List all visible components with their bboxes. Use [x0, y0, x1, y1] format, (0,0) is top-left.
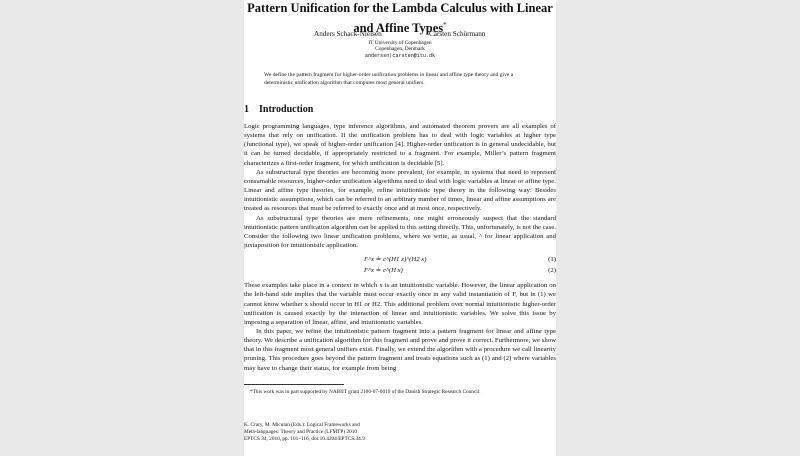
paragraph-2: As substructural type theories are becoming more prevalent, for example, in systems that need to represent consumable resources, higher-order unification algorithms need to deal with logic variables at linear or affine type. Linear and affine type theories, for example, refine intuitionistic type theory in the following way: Besides intuitionistic assumptions, which can be referred to an arbitrary number of times, linear and affine assumptions are treated as resources that must be referred to exactly once and at most once, respectively.	[244, 168, 556, 213]
author-2: Carsten Schürmann	[429, 30, 486, 38]
paragraph-5: In this paper, we refine the intuitionistic pattern fragment into a pattern fragment for linear and affine type theory. We describe a unification algorithm for this fragment and prove and prove it correct. Furthermore, we show that in this fragment most general unifiers exist. Finally, we extend the algorithm with a procedure we call linearity pruning. This procedure goes beyond the pattern fragment and treats equations such as (1) and (2) where variables may have to change their status, for example from being	[244, 327, 556, 372]
affiliation-line-2: Copenhagen, Denmark	[375, 46, 425, 53]
affiliation	[244, 40, 556, 59]
publication-line-2: Meta-languages: Theory and Practice (LFMTP) 2010	[244, 429, 358, 435]
paper-title: Pattern Unification for the Lambda Calculus with Linear and Affine Types*	[247, 1, 553, 36]
publication-line-3: EPTCS 34, 2010, pp. 101–116, doi:10.4204/EPTCS.34.9	[244, 436, 365, 442]
title-footnote-marker: *	[443, 21, 447, 29]
equation-2	[244, 266, 556, 277]
affiliation-line-1: IT University of Copenhagen	[368, 40, 432, 46]
abstract: We define the pattern fragment for higher-order unification problems in linear and affine type theory and give a deterministic unification algorithm that computes most general unifiers.	[264, 72, 514, 86]
footnote-rule	[244, 384, 344, 385]
publication-line-1: K. Crary, M. Miculan (Eds.): Logical Frameworks and	[244, 422, 360, 428]
section-title: Introduction	[259, 104, 314, 115]
equation-1-expr: F^x ≐ c^(H1 x)^(H2 x)	[364, 256, 427, 264]
paragraph-4: These examples take place in a context in which x is an intuitionistic variable. However, the linear application on the left-hand side implies that the variable must occur exactly once in any valid instantiation of F, but in (1) we cannot know whether x should occur in H1 or H2. This additional problem over normal intuitionistic higher-order unification is caused exactly by the interaction of linear and intuitionistic variables. We solve this issue by imposing a separation of linear, affine, and intuitionistic variables.	[244, 282, 556, 326]
equation-1	[244, 255, 556, 266]
equation-1-label: (1)	[548, 256, 556, 264]
author-1: Anders Schack-Nielsen	[314, 30, 382, 38]
equation-2-expr: F^x ≐ c^(H x)	[364, 266, 403, 274]
author-emails: anderssn|carsten@itu.dk	[364, 52, 436, 59]
paragraph-1: Logic programming languages, type inference algorithms, and automated theorem provers are all examples of systems that rely on unification. If the unification problem has to deal with logic variables at higher type (functional type), we speak of higher-order unification [4]. Higher-order unification is in general undecidable, but it can be turned decidable, if appropriately restricted to a fragment. For example, Miller’s pattern fragment characterizes a first-order fragment, for which unification is decidable [5].	[244, 123, 556, 167]
footnote: *This work was in part supported by NABIIT grant 2106-07-0019 of the Danish Strategic Research Council.	[250, 389, 481, 395]
paragraph-3: As substructural type theories are mere refinements, one might erroneously suspect that the standard intuitionistic pattern unification algorithm can be applied to this setting directly. This, unfortunately, is not the case. Consider the following two linear unification problems, where we write, as usual, ^ for linear application and juxtaposition for intuitionistic application.	[244, 214, 556, 250]
publication-info	[244, 422, 444, 443]
section-number: 1	[244, 104, 249, 115]
equation-2-label: (2)	[548, 266, 556, 274]
body-text	[244, 122, 556, 373]
pdf-page	[244, 0, 556, 456]
